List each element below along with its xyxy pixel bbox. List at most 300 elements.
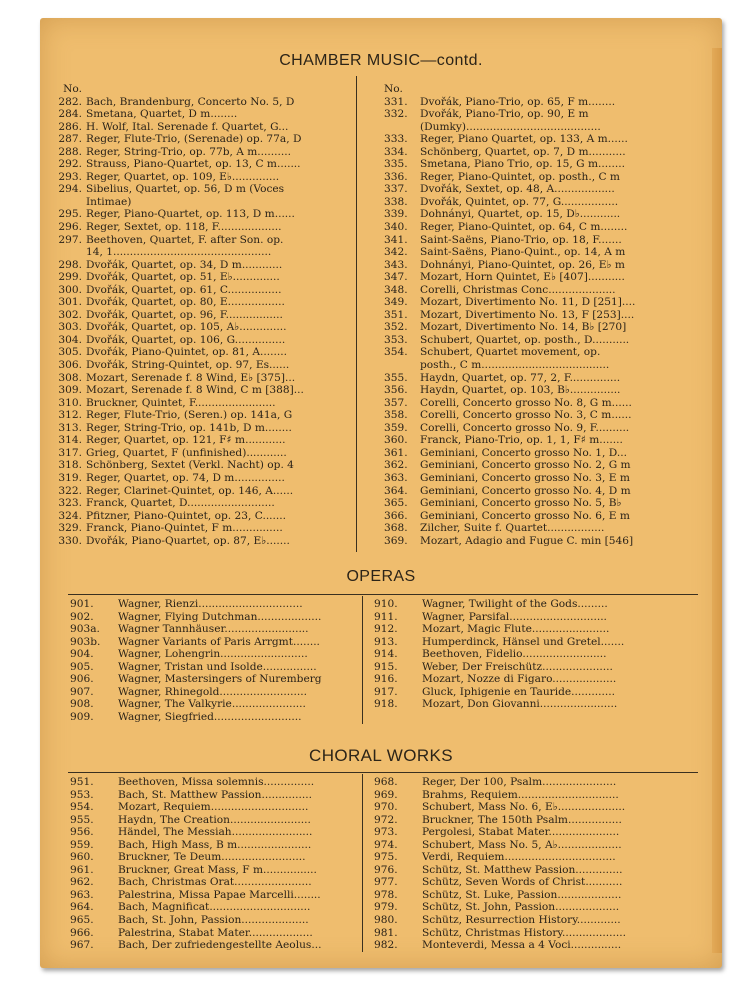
entry-title: Bach, High Mass, B m...................... bbox=[118, 838, 312, 851]
catalog-entry bbox=[374, 623, 704, 636]
entry-title: Bach, Christmas Orat....................... bbox=[118, 876, 312, 889]
entry-number: 905. bbox=[70, 660, 94, 673]
entry-title: Saint-Saëns, Piano-Trio, op. 18, F....... bbox=[420, 233, 622, 246]
entry-number: 317. bbox=[58, 446, 82, 459]
entry-title: Wagner, Lohengrin.......................... bbox=[118, 648, 308, 661]
catalog-entry bbox=[374, 673, 704, 686]
entry-number: 968. bbox=[374, 776, 398, 788]
entry-title: Wagner Variants of Paris Arrgmt........ bbox=[118, 635, 320, 648]
catalog-entry bbox=[70, 927, 360, 940]
catalog-entry bbox=[384, 459, 720, 472]
catalog-entry bbox=[70, 889, 360, 902]
catalog-entry bbox=[384, 359, 720, 372]
entry-number: 318. bbox=[58, 459, 82, 472]
catalog-entry bbox=[384, 296, 720, 309]
catalog-entry bbox=[374, 864, 704, 877]
entry-number: 288. bbox=[58, 145, 82, 158]
entry-number: 906. bbox=[70, 673, 94, 686]
entry-title: Dvořák, Quartet, op. 96, F................. bbox=[86, 308, 283, 321]
catalog-entry bbox=[384, 221, 720, 234]
catalog-entry bbox=[52, 221, 345, 234]
entry-title: Beethoven, Missa solemnis............... bbox=[118, 776, 315, 788]
entry-number: 352. bbox=[384, 321, 408, 334]
entry-title: Wagner Tannhäuser......................... bbox=[118, 623, 309, 636]
entry-title: Schubert, Quartet movement, op. bbox=[420, 346, 601, 359]
entry-title: Palestrina, Stabat Mater................... bbox=[118, 926, 313, 939]
entry-title: Corelli, Christmas Conc.................... bbox=[420, 283, 616, 296]
catalog-entry bbox=[70, 636, 360, 649]
catalog-entry bbox=[384, 447, 720, 460]
entry-title: Humperdinck, Hänsel und Gretel....... bbox=[422, 635, 625, 648]
entry-title: Schütz, Resurrection History............. bbox=[422, 914, 621, 927]
entry-title: Bruckner, Te Deum......................... bbox=[118, 851, 306, 864]
catalog-entry bbox=[374, 826, 704, 839]
entry-number: 360. bbox=[384, 434, 408, 447]
entry-title: Dvořák, String-Quintet, op. 97, Es...... bbox=[86, 359, 290, 372]
entry-title: Dohnányi, Piano-Quintet, op. 26, E♭ m bbox=[420, 258, 625, 271]
catalog-entry bbox=[384, 108, 720, 121]
entry-number: 357. bbox=[384, 396, 408, 409]
catalog-page bbox=[40, 18, 722, 968]
catalog-entry bbox=[52, 96, 345, 109]
entry-number: 904. bbox=[70, 648, 94, 661]
entry-title: Reger, Piano-Quintet, op. 64, C m........ bbox=[420, 221, 628, 234]
entry-title: Geminiani, Concerto grosso No. 4, D m bbox=[420, 484, 631, 497]
entry-title: Smetana, Quartet, D m........ bbox=[86, 108, 238, 121]
entry-number: 337. bbox=[384, 183, 408, 196]
entry-title: Dvořák, Quartet, op. 34, D m............ bbox=[86, 258, 283, 271]
entry-title: Beethoven, Quartet, F. after Son. op. bbox=[86, 233, 284, 246]
entry-title: Reger, Flute-Trio, (Serenade) op. 77a, D bbox=[86, 133, 302, 146]
catalog-entry bbox=[52, 334, 345, 347]
entry-title: Schütz, St. John, Passion................... bbox=[422, 901, 620, 914]
entry-title: Monteverdi, Messa a 4 Voci............... bbox=[422, 939, 622, 952]
entry-number: 969. bbox=[374, 788, 398, 801]
catalog-entry bbox=[70, 648, 360, 661]
catalog-entry bbox=[70, 839, 360, 852]
entry-number: 959. bbox=[70, 838, 94, 851]
entry-title: Beethoven, Fidelio......................... bbox=[422, 648, 607, 661]
entry-title: Bruckner, Great Mass, F m................ bbox=[118, 863, 317, 876]
catalog-entry bbox=[374, 789, 704, 802]
catalog-entry bbox=[374, 814, 704, 827]
entry-number: 980. bbox=[374, 914, 398, 927]
entry-number: 332. bbox=[384, 108, 408, 121]
catalog-entry bbox=[384, 234, 720, 247]
catalog-entry bbox=[384, 158, 720, 171]
entry-title: Reger, String-Trio, op. 141b, D m........ bbox=[86, 421, 292, 434]
entry-number: 351. bbox=[384, 308, 408, 321]
catalog-entry bbox=[384, 346, 720, 359]
entry-title: H. Wolf, Ital. Serenade f. Quartet, G... bbox=[86, 120, 289, 133]
entry-title: Reger, Clarinet-Quintet, op. 146, A...... bbox=[86, 484, 294, 497]
catalog-entry bbox=[52, 234, 345, 247]
entry-title: Geminiani, Concerto grosso No. 2, G m bbox=[420, 459, 631, 472]
entry-number: 902. bbox=[70, 610, 94, 623]
entry-number: 970. bbox=[374, 801, 398, 814]
entry-title: Schubert, Mass No. 6, E♭.................... bbox=[422, 801, 626, 814]
entry-number: 309. bbox=[58, 384, 82, 397]
catalog-entry bbox=[384, 497, 720, 510]
catalog-entry bbox=[374, 876, 704, 889]
entry-title: 14, 1............................................... bbox=[86, 246, 272, 259]
entry-number: 972. bbox=[374, 813, 398, 826]
entry-title: Schubert, Quartet, op. posth., D........... bbox=[420, 333, 630, 346]
entry-number: 917. bbox=[374, 685, 398, 698]
entry-number: 355. bbox=[384, 371, 408, 384]
catalog-entry bbox=[70, 598, 360, 611]
catalog-entry bbox=[384, 334, 720, 347]
catalog-entry bbox=[70, 814, 360, 827]
entry-number: 369. bbox=[384, 534, 408, 547]
catalog-entry bbox=[52, 146, 345, 159]
entry-number: 331. bbox=[384, 95, 408, 108]
entry-title: Brahms, Requiem.............................. bbox=[422, 788, 619, 801]
entry-title: Schütz, St. Matthew Passion.............. bbox=[422, 863, 623, 876]
entry-number: 976. bbox=[374, 863, 398, 876]
entry-number: 302. bbox=[58, 308, 82, 321]
entry-title: Dvořák, Sextet, op. 48, A.................. bbox=[420, 183, 615, 196]
entry-title: Wagner, Mastersingers of Nuremberg bbox=[118, 673, 322, 686]
catalog-entry bbox=[70, 686, 360, 699]
entry-number: 978. bbox=[374, 888, 398, 901]
entry-title: Dvořák, Piano-Quintet, op. 81, A........ bbox=[86, 346, 287, 359]
entry-title: Reger, String-Trio, op. 77b, A m.......... bbox=[86, 145, 291, 158]
catalog-entry bbox=[384, 434, 720, 447]
entry-number: 306. bbox=[58, 359, 82, 372]
catalog-entry bbox=[70, 851, 360, 864]
entry-title: Franck, Piano-Quintet, F m............... bbox=[86, 522, 283, 535]
entry-number: 915. bbox=[374, 660, 398, 673]
choral-top-rule bbox=[68, 772, 698, 773]
entry-number: 287. bbox=[58, 133, 82, 146]
entry-title: Geminiani, Concerto grosso No. 5, B♭ bbox=[420, 497, 622, 510]
catalog-entry bbox=[52, 535, 345, 548]
entry-title: Bruckner, The 150th Psalm................ bbox=[422, 813, 622, 826]
catalog-entry bbox=[70, 698, 360, 711]
catalog-entry bbox=[52, 485, 345, 498]
catalog-entry bbox=[384, 384, 720, 397]
entry-number: 349. bbox=[384, 296, 408, 309]
catalog-entry bbox=[52, 309, 345, 322]
entry-number: 909. bbox=[70, 710, 94, 723]
entry-number: 962. bbox=[70, 876, 94, 889]
entry-number: 305. bbox=[58, 346, 82, 359]
entry-title: Reger, Piano-Quintet, op. posth., C m bbox=[420, 170, 620, 183]
entry-number: 308. bbox=[58, 371, 82, 384]
chamber-column-divider bbox=[356, 76, 357, 552]
operas-heading: OPERAS bbox=[346, 568, 416, 585]
entry-number: 955. bbox=[70, 813, 94, 826]
entry-number: 284. bbox=[58, 108, 82, 121]
catalog-entry bbox=[52, 108, 345, 121]
catalog-entry bbox=[52, 409, 345, 422]
entry-title: Dvořák, Quartet, op. 106, G............... bbox=[86, 333, 286, 346]
catalog-entry bbox=[52, 196, 345, 209]
entry-number: 359. bbox=[384, 421, 408, 434]
entry-number: 907. bbox=[70, 685, 94, 698]
catalog-entry bbox=[70, 673, 360, 686]
entry-number: 363. bbox=[384, 471, 408, 484]
entry-title: Wagner, Flying Dutchman................... bbox=[118, 610, 322, 623]
entry-number: 979. bbox=[374, 901, 398, 914]
catalog-entry bbox=[52, 259, 345, 272]
entry-title: Pergolesi, Stabat Mater..................... bbox=[422, 826, 620, 839]
entry-title: Dvořák, Quartet, op. 80, E................. bbox=[86, 296, 285, 309]
entry-title: Wagner, The Valkyrie...................... bbox=[118, 698, 306, 711]
entry-number: 903a. bbox=[70, 623, 100, 636]
catalog-entry bbox=[374, 648, 704, 661]
entry-number: 336. bbox=[384, 170, 408, 183]
catalog-entry bbox=[384, 535, 720, 548]
catalog-entry bbox=[384, 96, 720, 109]
entry-number: 282. bbox=[58, 95, 82, 108]
entry-title: Reger, Der 100, Psalm...................... bbox=[422, 776, 617, 788]
entry-title: Dvořák, Quintet, op. 77, G................. bbox=[420, 195, 619, 208]
entry-title: Bruckner, Quintet, F........................ bbox=[86, 396, 276, 409]
entry-title: Reger, Flute-Trio, (Seren.) op. 141a, G bbox=[86, 409, 293, 422]
catalog-entry bbox=[374, 636, 704, 649]
entry-number: 982. bbox=[374, 939, 398, 952]
entry-number: 297. bbox=[58, 233, 82, 246]
entry-title: Geminiani, Concerto grosso No. 1, D... bbox=[420, 446, 627, 459]
entry-number: 292. bbox=[58, 158, 82, 171]
entry-number: 330. bbox=[58, 534, 82, 547]
operas-top-rule bbox=[68, 594, 698, 595]
entry-number: 353. bbox=[384, 333, 408, 346]
entry-number: 340. bbox=[384, 221, 408, 234]
entry-title: Verdi, Requiem................................. bbox=[422, 851, 616, 864]
entry-title: Dvořák, Piano-Trio, op. 90, E m bbox=[420, 108, 589, 121]
entry-title: Geminiani, Concerto grosso No. 3, E m bbox=[420, 471, 630, 484]
chamber-right-column bbox=[384, 83, 720, 547]
operas-right-column bbox=[374, 598, 704, 711]
entry-title: Corelli, Concerto grosso No. 9, F.......... bbox=[420, 421, 630, 434]
entry-number: 951. bbox=[70, 776, 94, 788]
entry-title: Dvořák, Piano-Trio, op. 65, F m........ bbox=[420, 95, 616, 108]
catalog-entry bbox=[374, 889, 704, 902]
entry-title: Grieg, Quartet, F (unfinished)............ bbox=[86, 446, 287, 459]
catalog-entry bbox=[374, 801, 704, 814]
entry-title: Wagner, Twilight of the Gods......... bbox=[422, 598, 608, 610]
catalog-entry bbox=[52, 422, 345, 435]
catalog-entry bbox=[384, 321, 720, 334]
catalog-entry bbox=[70, 801, 360, 814]
entry-title: Mozart, Divertimento No. 14, B♭ [270] bbox=[420, 321, 627, 334]
operas-column-divider bbox=[362, 596, 363, 724]
entry-title: (Dumky)........................................ bbox=[420, 120, 601, 133]
entry-title: Dvořák, Piano-Quartet, op. 87, E♭....... bbox=[86, 534, 290, 547]
entry-number: 310. bbox=[58, 396, 82, 409]
entry-number: 362. bbox=[384, 459, 408, 472]
entry-number: 914. bbox=[374, 648, 398, 661]
entry-number: 339. bbox=[384, 208, 408, 221]
entry-number: 975. bbox=[374, 851, 398, 864]
entry-number: 964. bbox=[70, 901, 94, 914]
catalog-entry bbox=[52, 510, 345, 523]
entry-title: Mozart, Nozze di Figaro................... bbox=[422, 673, 617, 686]
entry-title: Pfitzner, Piano-Quintet, op. 23, C....... bbox=[86, 509, 287, 522]
catalog-entry bbox=[52, 284, 345, 297]
entry-number: 973. bbox=[374, 826, 398, 839]
entry-number: 903b. bbox=[70, 635, 101, 648]
catalog-entry bbox=[70, 914, 360, 927]
entry-title: Corelli, Concerto grosso No. 3, C m...... bbox=[420, 409, 632, 422]
entry-number: 368. bbox=[384, 522, 408, 535]
catalog-entry bbox=[70, 623, 360, 636]
entry-title: Franck, Quartet, D.......................... bbox=[86, 497, 275, 510]
catalog-entry bbox=[384, 208, 720, 221]
entry-title: Dvořák, Quartet, op. 105, A♭.............. bbox=[86, 321, 287, 334]
catalog-entry bbox=[52, 121, 345, 134]
entry-number: 300. bbox=[58, 283, 82, 296]
column-header: No. bbox=[63, 83, 82, 95]
entry-number: 910. bbox=[374, 598, 398, 610]
entry-number: 365. bbox=[384, 497, 408, 510]
entry-title: posth., C m...................................... bbox=[420, 359, 610, 372]
catalog-entry bbox=[52, 434, 345, 447]
entry-title: Mozart, Horn Quintet, E♭ [407]........... bbox=[420, 271, 625, 284]
entry-number: 312. bbox=[58, 409, 82, 422]
catalog-entry bbox=[52, 133, 345, 146]
catalog-entry bbox=[384, 522, 720, 535]
entry-number: 334. bbox=[384, 145, 408, 158]
entry-number: 967. bbox=[70, 939, 94, 952]
entry-number: 323. bbox=[58, 497, 82, 510]
entry-number: 294. bbox=[58, 183, 82, 196]
catalog-entry bbox=[374, 901, 704, 914]
entry-number: 901. bbox=[70, 598, 94, 610]
entry-number: 918. bbox=[374, 698, 398, 711]
catalog-entry bbox=[374, 839, 704, 852]
entry-number: 314. bbox=[58, 434, 82, 447]
catalog-entry bbox=[52, 459, 345, 472]
entry-title: Bach, Magnificat.............................. bbox=[118, 901, 311, 914]
entry-number: 329. bbox=[58, 522, 82, 535]
entry-title: Reger, Sextet, op. 118, F................... bbox=[86, 221, 282, 234]
entry-number: 348. bbox=[384, 283, 408, 296]
entry-title: Reger, Piano-Quartet, op. 113, D m...... bbox=[86, 208, 295, 221]
choral-left-column bbox=[70, 776, 360, 952]
entry-number: 286. bbox=[58, 120, 82, 133]
entry-title: Bach, St. Matthew Passion............... bbox=[118, 788, 312, 801]
catalog-entry bbox=[384, 409, 720, 422]
catalog-entry bbox=[374, 611, 704, 624]
entry-number: 301. bbox=[58, 296, 82, 309]
entry-number: 343. bbox=[384, 258, 408, 271]
catalog-entry bbox=[384, 284, 720, 297]
catalog-entry bbox=[52, 472, 345, 485]
entry-number: 342. bbox=[384, 246, 408, 259]
entry-number: 974. bbox=[374, 838, 398, 851]
catalog-entry bbox=[384, 422, 720, 435]
catalog-entry bbox=[374, 939, 704, 952]
entry-title: Dvořák, Quartet, op. 51, E♭.............. bbox=[86, 271, 280, 284]
entry-title: Wagner, Tristan und Isolde................ bbox=[118, 660, 317, 673]
entry-number: 341. bbox=[384, 233, 408, 246]
catalog-entry bbox=[384, 196, 720, 209]
entry-number: 313. bbox=[58, 421, 82, 434]
entry-number: 293. bbox=[58, 170, 82, 183]
entry-title: Haydn, The Creation........................ bbox=[118, 813, 311, 826]
entry-title: Strauss, Piano-Quartet, op. 13, C m....... bbox=[86, 158, 301, 171]
entry-number: 963. bbox=[70, 888, 94, 901]
catalog-entry bbox=[52, 346, 345, 359]
catalog-entry bbox=[52, 497, 345, 510]
entry-title: Bach, St. John, Passion.................... bbox=[118, 914, 309, 927]
catalog-entry bbox=[384, 372, 720, 385]
catalog-entry bbox=[70, 876, 360, 889]
entry-number: 354. bbox=[384, 346, 408, 359]
entry-number: 319. bbox=[58, 471, 82, 484]
entry-number: 913. bbox=[374, 635, 398, 648]
entry-title: Geminiani, Concerto grosso No. 6, E m bbox=[420, 509, 630, 522]
entry-number: 361. bbox=[384, 446, 408, 459]
catalog-entry bbox=[384, 121, 720, 134]
entry-number: 333. bbox=[384, 133, 408, 146]
catalog-entry bbox=[384, 397, 720, 410]
catalog-entry bbox=[70, 826, 360, 839]
catalog-entry bbox=[52, 183, 345, 196]
entry-title: Wagner, Parsifal............................. bbox=[422, 610, 607, 623]
catalog-entry bbox=[374, 927, 704, 940]
catalog-entry bbox=[70, 776, 360, 789]
entry-title: Mozart, Requiem............................. bbox=[118, 801, 309, 814]
catalog-entry bbox=[52, 208, 345, 221]
entry-title: Sibelius, Quartet, op. 56, D m (Voces bbox=[86, 183, 285, 196]
catalog-entry bbox=[52, 522, 345, 535]
catalog-entry bbox=[384, 146, 720, 159]
choral-works-heading: CHORAL WORKS bbox=[309, 746, 453, 765]
catalog-entry bbox=[70, 789, 360, 802]
entry-title: Dvořák, Quartet, op. 61, C................ bbox=[86, 283, 282, 296]
entry-number: 366. bbox=[384, 509, 408, 522]
catalog-entry bbox=[374, 776, 704, 789]
catalog-entry bbox=[52, 372, 345, 385]
catalog-entry bbox=[70, 611, 360, 624]
catalog-entry bbox=[52, 271, 345, 284]
catalog-entry bbox=[52, 296, 345, 309]
entry-title: Gluck, Iphigenie en Tauride............. bbox=[422, 685, 615, 698]
entry-number: 912. bbox=[374, 623, 398, 636]
entry-number: 322. bbox=[58, 484, 82, 497]
catalog-entry bbox=[384, 271, 720, 284]
entry-title: Franck, Piano-Trio, op. 1, 1, F♯ m....... bbox=[420, 434, 623, 447]
entry-number: 954. bbox=[70, 801, 94, 814]
catalog-entry bbox=[384, 472, 720, 485]
entry-number: 296. bbox=[58, 221, 82, 234]
entry-number: 303. bbox=[58, 321, 82, 334]
entry-number: 295. bbox=[58, 208, 82, 221]
entry-title: Mozart, Divertimento No. 13, F [253].... bbox=[420, 308, 635, 321]
entry-title: Schütz, Christmas History................... bbox=[422, 926, 626, 939]
entry-title: Haydn, Quartet, op. 103, B♭............... bbox=[420, 384, 621, 397]
entry-number: 298. bbox=[58, 258, 82, 271]
entry-number: 966. bbox=[70, 926, 94, 939]
entry-number: 911. bbox=[374, 610, 398, 623]
catalog-entry bbox=[52, 447, 345, 460]
chamber-left-column bbox=[52, 83, 345, 547]
chamber-music-heading: CHAMBER MUSIC—contd. bbox=[279, 52, 483, 69]
catalog-entry bbox=[52, 158, 345, 171]
catalog-entry bbox=[384, 183, 720, 196]
catalog-entry bbox=[52, 171, 345, 184]
entry-title: Reger, Piano Quartet, op. 133, A m...... bbox=[420, 133, 628, 146]
entry-title: Haydn, Quartet, op. 77, 2, F............... bbox=[420, 371, 621, 384]
column-header: No. bbox=[384, 83, 403, 95]
catalog-entry bbox=[374, 661, 704, 674]
entry-title: Mozart, Don Giovanni....................... bbox=[422, 698, 618, 711]
